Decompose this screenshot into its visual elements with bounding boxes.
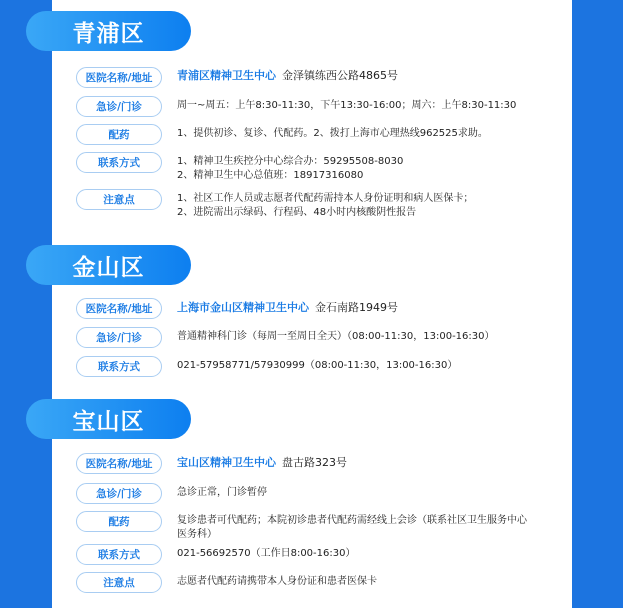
district-header: 宝山区: [26, 399, 191, 439]
field-value: 2、进院需出示绿码、行程码、48小时内核酸阴性报告: [177, 207, 417, 218]
field-value: 复诊患者可代配药；本院初诊患者代配药需经线上会诊（联系社区卫生服务中心: [177, 515, 527, 526]
field-value: 志愿者代配药请携带本人身份证和患者医保卡: [177, 576, 377, 587]
field-label: 急诊/门诊: [76, 96, 162, 117]
hospital-address: 盘古路323号: [282, 456, 347, 469]
field-value: 1、精神卫生疾控分中心综合办：59295508-8030: [177, 156, 404, 167]
district-header: 青浦区: [26, 11, 191, 51]
hospital-info: [177, 300, 557, 315]
field-label: 急诊/门诊: [76, 327, 162, 348]
hospital-address: 金泽镇练西公路4865号: [282, 69, 398, 82]
field-label: 注意点: [76, 572, 162, 593]
district-header: 金山区: [26, 245, 191, 285]
hospital-info: [177, 455, 557, 470]
field-label: 急诊/门诊: [76, 483, 162, 504]
hospital-address: 金石南路1949号: [315, 301, 398, 314]
hospital-name: 青浦区精神卫生中心: [177, 69, 276, 82]
field-value: 021-57958771/57930999（08:00-11:30，13:00-16:30）: [177, 360, 458, 371]
field-value: 普通精神科门诊（每周一至周日全天）（08:00-11:30，13:00-16:30）: [177, 331, 495, 342]
field-label: 配药: [76, 511, 162, 532]
field-label: 配药: [76, 124, 162, 145]
field-label: 联系方式: [76, 544, 162, 565]
field-value: 急诊正常，门诊暂停: [177, 487, 267, 498]
field-value: 1、提供初诊、复诊、代配药。2、拨打上海市心理热线962525求助。: [177, 128, 488, 139]
hospital-name: 宝山区精神卫生中心: [177, 456, 276, 469]
field-value: 医务科）: [177, 529, 217, 540]
hospital-name: 上海市金山区精神卫生中心: [177, 301, 309, 314]
field-value: 2、精神卫生中心总值班：18917316080: [177, 170, 364, 181]
field-label: 联系方式: [76, 152, 162, 173]
hospital-info: [177, 68, 557, 83]
field-value: 周一~周五：上午8:30-11:30，下午13:30-16:00；周六：上午8:30-11:30: [177, 100, 517, 111]
field-label: 医院名称/地址: [76, 67, 162, 88]
field-value: 1、社区工作人员或志愿者代配药需持本人身份证明和病人医保卡；: [177, 193, 474, 204]
field-label: 联系方式: [76, 356, 162, 377]
field-label: 医院名称/地址: [76, 453, 162, 474]
field-label: 注意点: [76, 189, 162, 210]
field-value: 021-56692570（工作日8:00-16:30）: [177, 548, 356, 559]
field-label: 医院名称/地址: [76, 298, 162, 319]
